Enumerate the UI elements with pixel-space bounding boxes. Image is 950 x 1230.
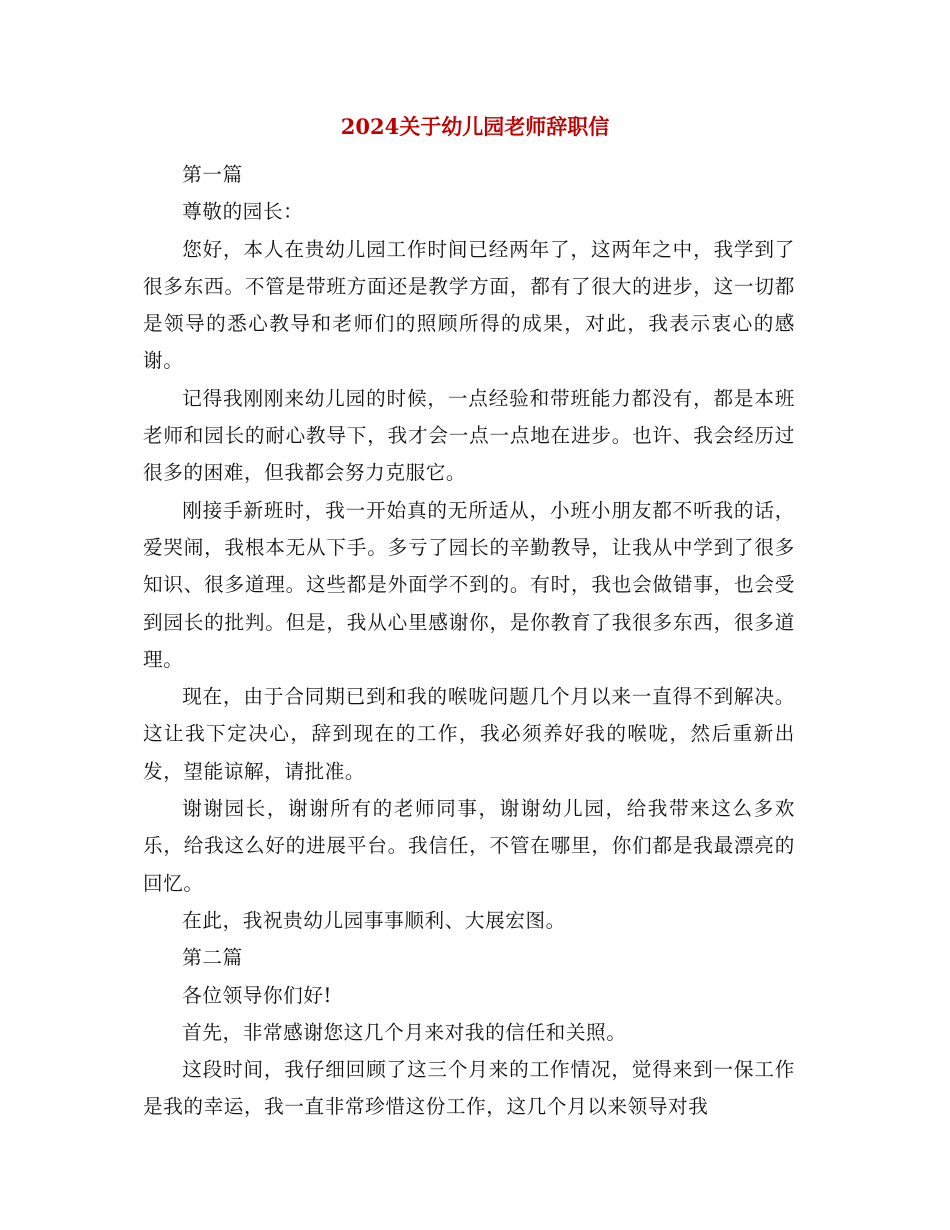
salutation: 尊敬的园长：: [182, 200, 304, 224]
body-paragraph: 记得我刚刚来幼儿园的时候，一点经验和带班能力都没有，都是本班老师和园长的耐心教导下，我才会一点一点地在进步。也许、我会经历过很多的困难，但我都会努力克服它。: [143, 386, 795, 485]
body-paragraph: 谢谢园长，谢谢所有的老师同事，谢谢幼儿园，给我带来这么多欢乐，给我这么好的进展平台。我信任，不管在哪里，你们都是我最漂亮的回忆。: [143, 797, 795, 895]
body-paragraph: 刚接手新班时，我一开始真的无所适从，小班小朋友都不听我的话，爱哭闹，我根本无从下手。多亏了园长的辛勤教导，让我从中学到了很多知识、很多道理。这些都是外面学不到的。有时，我也会做错事，也会受到园长的批判。但是，我从心里感谢你，是你教育了我很多东西，很多道理。: [143, 498, 795, 671]
closing-wish: 在此，我祝贵幼儿园事事顺利、大展宏图。: [182, 908, 566, 932]
salutation: 各位领导你们好!: [182, 983, 333, 1007]
body-paragraph: 这段时间，我仔细回顾了这三个月来的工作情况，觉得来到一保工作是我的幸运，我一直非常珍惜这份工作，这几个月以来领导对我: [143, 1058, 795, 1119]
document-body: [143, 156, 795, 1126]
section-heading-2: 第二篇: [182, 946, 243, 970]
body-paragraph: 现在，由于合同期已到和我的喉咙问题几个月以来一直得不到解决。这让我下定决心，辞到现在的工作，我必须养好我的喉咙，然后重新出发，望能谅解，请批准。: [143, 685, 795, 783]
body-paragraph: 您好，本人在贵幼儿园工作时间已经两年了，这两年之中，我学到了很多东西。不管是带班方面还是教学方面，都有了很大的进步，这一切都是领导的悉心教导和老师们的照顾所得的成果，对此，我表示衷心的感谢。: [143, 237, 795, 373]
body-paragraph: 首先，非常感谢您这几个月来对我的信任和关照。: [182, 1020, 627, 1044]
document-title: 2024关于幼儿园老师辞职信: [340, 114, 610, 139]
section-heading-1: 第一篇: [182, 163, 243, 186]
